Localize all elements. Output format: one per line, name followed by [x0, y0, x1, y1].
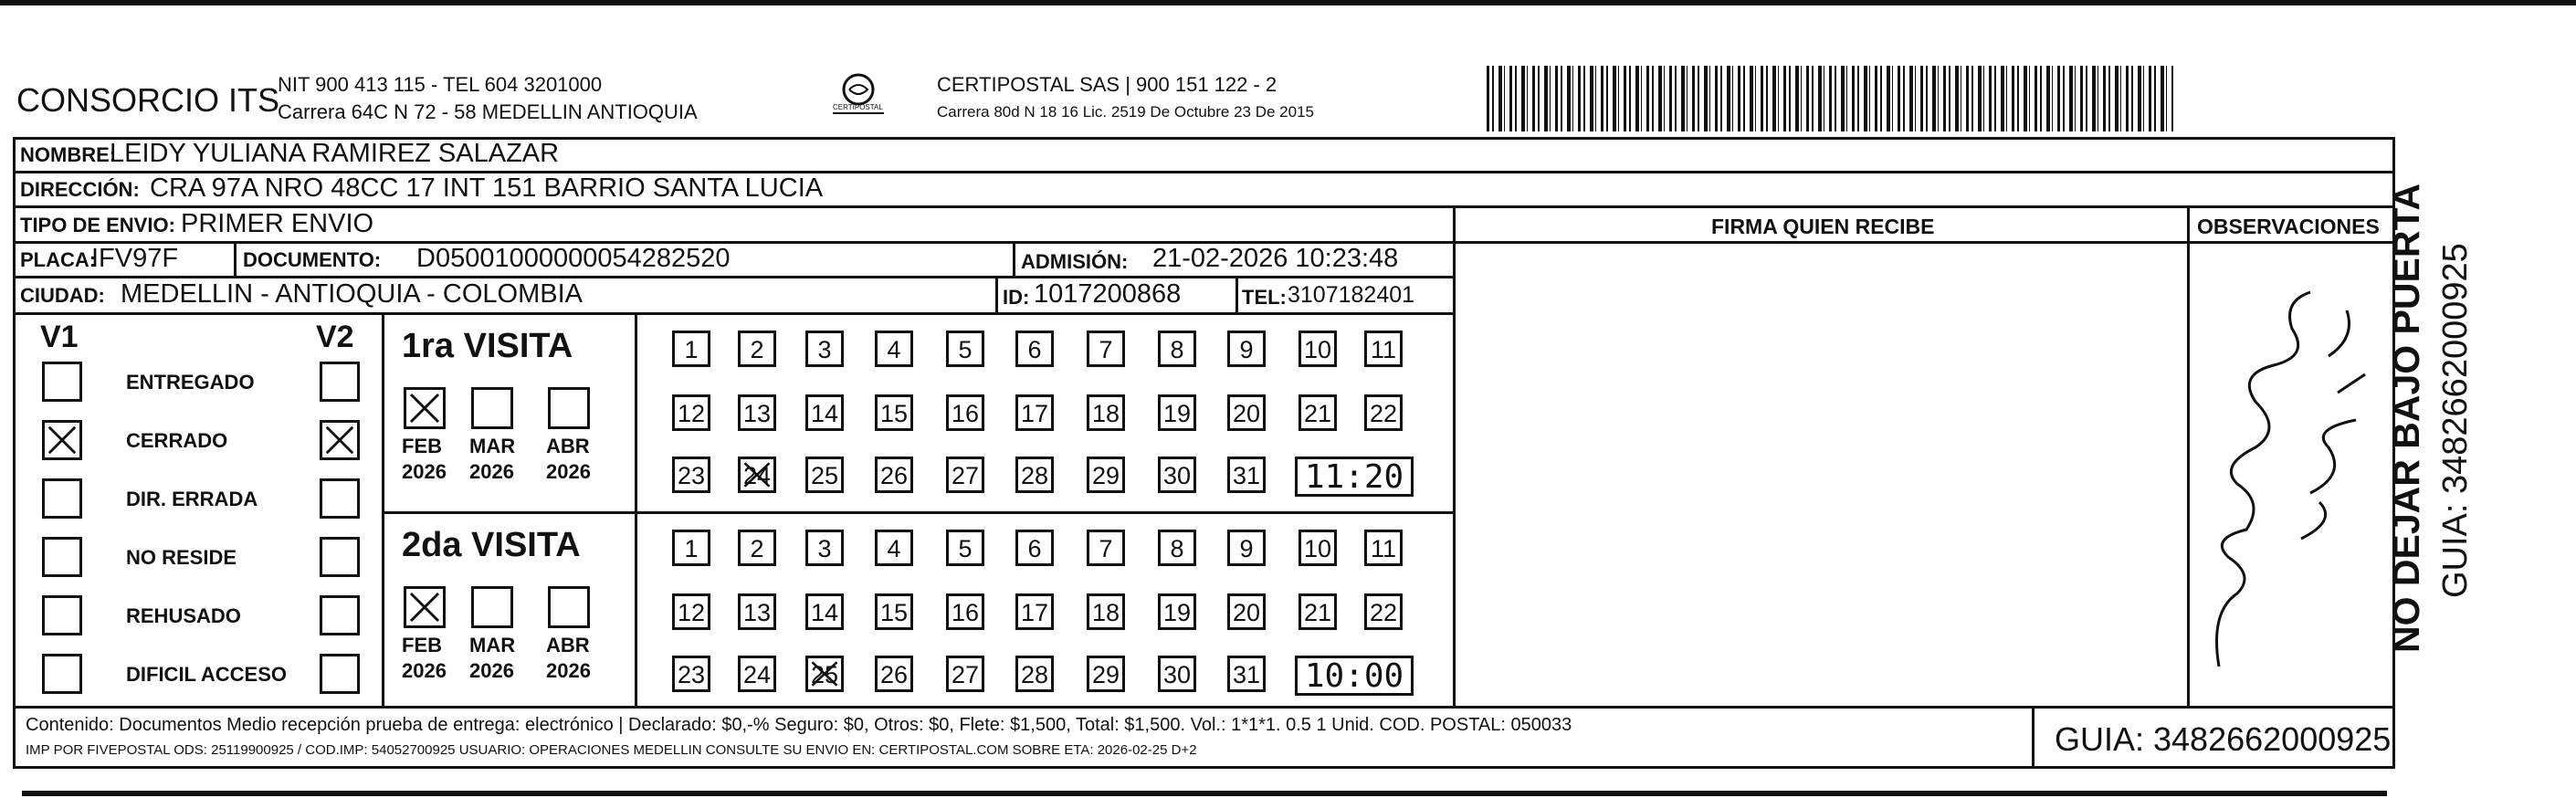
no-dejar-bajo-puerta: NO DEJAR BAJO PUERTA [2385, 183, 2427, 653]
day-box[interactable] [1087, 656, 1125, 692]
day-box[interactable] [672, 394, 710, 431]
day-number: 1 [684, 535, 699, 562]
day-number: 21 [1303, 400, 1332, 427]
year-label: 2026 [402, 659, 447, 682]
scan-top-edge [0, 0, 2576, 5]
company-info-1: NIT 900 413 115 - TEL 604 3201000 [278, 73, 603, 96]
day-box[interactable] [1227, 457, 1266, 493]
company-info-2: Carrera 64C N 72 - 58 MEDELLIN ANTIOQUIA [278, 100, 698, 123]
year-label: 2026 [402, 460, 447, 483]
day-number: 10 [1303, 336, 1332, 363]
placa-value: IFV97F [91, 244, 179, 273]
day-box[interactable] [805, 457, 844, 493]
v1-checkbox[interactable] [42, 362, 82, 402]
status-label: ENTREGADO [126, 371, 255, 394]
carrier-info-1: CERTIPOSTAL SAS | 900 151 122 - 2 [937, 73, 1277, 96]
month-label: FEB [402, 435, 442, 457]
day-box[interactable] [1364, 331, 1403, 367]
day-number: 17 [1020, 599, 1049, 626]
day-box[interactable] [875, 331, 913, 367]
day-box[interactable] [946, 593, 984, 630]
carrier-info-2: Carrera 80d N 18 16 Lic. 2519 De Octubre 23 De 2015 [937, 103, 1314, 121]
observaciones-label: OBSERVACIONES [2197, 215, 2380, 238]
month-checkbox[interactable] [404, 387, 446, 429]
day-number: 3 [817, 535, 832, 562]
day-box[interactable] [1299, 593, 1337, 630]
day-number: 24 [742, 462, 772, 489]
day-number: 14 [810, 599, 839, 626]
side-guia: GUIA: 3482662000925 [2436, 243, 2475, 598]
tel-label: TEL: [1242, 286, 1287, 309]
day-box[interactable] [1158, 656, 1196, 692]
year-label: 2026 [469, 460, 514, 483]
day-box[interactable] [1015, 394, 1054, 431]
status-label: NO RESIDE [126, 546, 237, 569]
day-box[interactable] [1364, 530, 1403, 566]
day-box[interactable] [805, 593, 844, 630]
day-number: 5 [958, 535, 973, 562]
documento-value: D05001000000054282520 [416, 244, 731, 273]
observaciones-handwriting [2201, 265, 2383, 685]
month-label: MAR [469, 435, 516, 457]
day-box[interactable] [875, 593, 913, 630]
status-label: CERRADO [126, 429, 228, 452]
v1-checkbox[interactable] [42, 654, 82, 694]
day-number: 1 [684, 336, 699, 363]
day-number: 15 [879, 599, 909, 626]
month-checkbox[interactable] [548, 586, 590, 628]
direccion-value: CRA 97A NRO 48CC 17 INT 151 BARRIO SANTA LUCIA [150, 173, 824, 203]
day-box[interactable] [875, 656, 913, 692]
firma-label: FIRMA QUIEN RECIBE [1711, 215, 1935, 238]
logo-text: CERTIPOSTAL [833, 103, 883, 111]
day-box[interactable] [1299, 394, 1337, 431]
year-label: 2026 [546, 659, 591, 682]
day-box[interactable] [875, 530, 913, 566]
day-number: 14 [810, 400, 839, 427]
id-label: ID: [1003, 286, 1030, 309]
day-box[interactable] [672, 656, 710, 692]
nombre-label: NOMBRE: [20, 143, 117, 166]
ciudad-value: MEDELLIN - ANTIOQUIA - COLOMBIA [121, 279, 583, 309]
day-box[interactable] [1015, 331, 1054, 367]
certipostal-logo [813, 69, 904, 124]
v2-checkbox[interactable] [320, 595, 360, 635]
status-label: REHUSADO [126, 604, 241, 627]
placa-label: PLACA: [20, 248, 97, 271]
day-box[interactable] [946, 394, 984, 431]
day-number: 4 [887, 535, 901, 562]
day-number: 8 [1170, 535, 1184, 562]
day-box[interactable] [672, 593, 710, 630]
status-label: DIFICIL ACCESO [126, 663, 288, 686]
direccion-label: DIRECCIÓN: [20, 178, 140, 201]
day-box[interactable] [1227, 593, 1266, 630]
month-label: FEB [402, 634, 442, 656]
day-box[interactable] [946, 457, 984, 493]
documento-label: DOCUMENTO: [243, 248, 382, 271]
day-number: 25 [810, 661, 839, 688]
day-box[interactable] [1364, 394, 1403, 431]
day-box[interactable] [946, 331, 984, 367]
day-number: 20 [1232, 400, 1261, 427]
admision-value: 21-02-2026 10:23:48 [1152, 244, 1399, 273]
day-box[interactable] [946, 530, 984, 566]
day-number: 11 [1370, 336, 1397, 363]
day-number: 2 [750, 336, 764, 363]
month-label: ABR [546, 435, 590, 457]
month-checkbox[interactable] [471, 387, 513, 429]
day-number: 7 [1099, 336, 1113, 363]
day-number: 17 [1020, 400, 1049, 427]
day-number: 7 [1099, 535, 1113, 562]
day-number: 23 [677, 661, 706, 688]
v2-checkbox[interactable] [320, 537, 360, 577]
company-name: CONSORCIO ITS [16, 81, 280, 119]
nombre-value: LEIDY YULIANA RAMIREZ SALAZAR [110, 139, 560, 168]
day-number: 18 [1091, 400, 1120, 427]
day-box[interactable] [738, 457, 776, 493]
day-box[interactable] [805, 394, 844, 431]
visit-title: 2da VISITA [402, 526, 581, 564]
v1-checkbox[interactable] [42, 478, 82, 519]
tipo-envio-value: PRIMER ENVIO [181, 209, 374, 238]
day-box[interactable] [1227, 394, 1266, 431]
day-box[interactable] [1087, 530, 1125, 566]
ciudad-label: CIUDAD: [20, 284, 105, 307]
day-number: 20 [1232, 599, 1261, 626]
day-box[interactable] [805, 656, 844, 692]
day-number: 30 [1162, 462, 1192, 489]
day-number: 28 [1020, 462, 1049, 489]
day-box[interactable] [738, 593, 776, 630]
v1-checkbox[interactable] [42, 595, 82, 635]
v1-checkbox[interactable] [42, 420, 82, 460]
day-number: 31 [1232, 462, 1261, 489]
day-number: 24 [742, 661, 772, 688]
day-box[interactable] [1087, 457, 1125, 493]
day-number: 10 [1303, 535, 1332, 562]
day-box[interactable] [805, 530, 844, 566]
day-number: 16 [951, 599, 980, 626]
tel-value: 3107182401 [1288, 282, 1415, 308]
day-number: 18 [1091, 599, 1120, 626]
day-box[interactable] [1087, 593, 1125, 630]
year-label: 2026 [546, 460, 591, 483]
admision-label: ADMISIÓN: [1021, 250, 1129, 273]
day-number: 31 [1232, 661, 1261, 688]
day-box[interactable] [738, 530, 776, 566]
day-number: 9 [1239, 336, 1254, 363]
day-box[interactable] [738, 394, 776, 431]
day-number: 29 [1091, 661, 1120, 688]
day-number: 12 [677, 599, 706, 626]
day-box[interactable] [738, 331, 776, 367]
footer-guia: GUIA: 3482662000925 [2055, 720, 2392, 758]
day-box[interactable] [1015, 656, 1054, 692]
day-number: 26 [879, 661, 909, 688]
day-number: 29 [1091, 462, 1120, 489]
day-box[interactable] [1015, 593, 1054, 630]
day-number: 6 [1027, 535, 1042, 562]
day-box[interactable] [1015, 530, 1054, 566]
day-box[interactable] [1227, 656, 1266, 692]
barcode [1487, 66, 2173, 131]
status-label: DIR. ERRADA [126, 488, 258, 510]
day-box[interactable] [672, 457, 710, 493]
day-number: 9 [1239, 535, 1254, 562]
day-box[interactable] [1015, 457, 1054, 493]
v2-label: V2 [316, 320, 354, 354]
day-box[interactable] [875, 457, 913, 493]
day-number: 22 [1369, 599, 1398, 626]
day-box[interactable] [875, 394, 913, 431]
year-label: 2026 [469, 659, 514, 682]
day-box[interactable] [946, 656, 984, 692]
day-number: 13 [742, 599, 772, 626]
day-box[interactable] [1158, 394, 1196, 431]
day-number: 2 [750, 535, 764, 562]
day-number: 30 [1162, 661, 1192, 688]
month-checkbox[interactable] [404, 586, 446, 628]
day-number: 21 [1303, 599, 1332, 626]
footer-contenido: Contenido: Documentos Medio recepción prueba de entrega: electrónico | Declarado: $0,-% Seguro: $0, Otros: $0, Flete: $1,500, Total: $1,500. Vol.: 1*1*1. 0.5 1 Unid. COD. POSTAL: 050033 [26, 715, 1572, 735]
day-number: 11 [1370, 535, 1397, 562]
day-box[interactable] [805, 331, 844, 367]
day-number: 5 [958, 336, 973, 363]
day-number: 8 [1170, 336, 1184, 363]
v1-label: V1 [40, 320, 79, 354]
day-box[interactable] [1158, 331, 1196, 367]
day-box[interactable] [1158, 530, 1196, 566]
visit-time[interactable]: 10:00 [1295, 656, 1414, 696]
day-number: 19 [1162, 400, 1192, 427]
month-checkbox[interactable] [471, 586, 513, 628]
day-box[interactable] [1299, 331, 1337, 367]
visit-time[interactable]: 11:20 [1295, 457, 1414, 497]
day-box[interactable] [738, 656, 776, 692]
day-number: 28 [1020, 661, 1049, 688]
day-number: 3 [817, 336, 832, 363]
day-number: 15 [879, 400, 909, 427]
day-box[interactable] [1087, 394, 1125, 431]
day-number: 19 [1162, 599, 1192, 626]
day-number: 6 [1027, 336, 1042, 363]
day-box[interactable] [672, 331, 710, 367]
visit-title: 1ra VISITA [402, 327, 573, 365]
day-box[interactable] [1158, 593, 1196, 630]
v2-checkbox[interactable] [320, 362, 360, 402]
v2-checkbox[interactable] [320, 478, 360, 519]
day-number: 26 [879, 462, 909, 489]
day-number: 13 [742, 400, 772, 427]
v2-checkbox[interactable] [320, 654, 360, 694]
day-box[interactable] [1299, 530, 1337, 566]
day-number: 4 [887, 336, 901, 363]
day-number: 12 [677, 400, 706, 427]
day-box[interactable] [1227, 530, 1266, 566]
day-box[interactable] [1227, 331, 1266, 367]
id-value: 1017200868 [1034, 279, 1182, 309]
footer-imp: IMP POR FIVEPOSTAL ODS: 25119900925 / COD.IMP: 54052700925 USUARIO: OPERACIONES MEDELLIN CONSULTE SU ENVIO EN: CERTIPOSTAL.COM SOBRE ETA: 2026-02-25 D+2 [26, 742, 1197, 758]
v2-checkbox[interactable] [320, 420, 360, 460]
day-number: 23 [677, 462, 706, 489]
day-number: 22 [1369, 400, 1398, 427]
scan-bottom-edge [22, 791, 2387, 796]
month-label: ABR [546, 634, 590, 656]
month-checkbox[interactable] [548, 387, 590, 429]
v1-checkbox[interactable] [42, 537, 82, 577]
day-number: 27 [951, 661, 980, 688]
tipo-envio-label: TIPO DE ENVIO: [20, 214, 175, 236]
day-box[interactable] [1158, 457, 1196, 493]
day-box[interactable] [1087, 331, 1125, 367]
day-number: 25 [810, 462, 839, 489]
day-box[interactable] [672, 530, 710, 566]
day-box[interactable] [1364, 593, 1403, 630]
month-label: MAR [469, 634, 516, 656]
day-number: 27 [951, 462, 980, 489]
day-number: 16 [951, 400, 980, 427]
